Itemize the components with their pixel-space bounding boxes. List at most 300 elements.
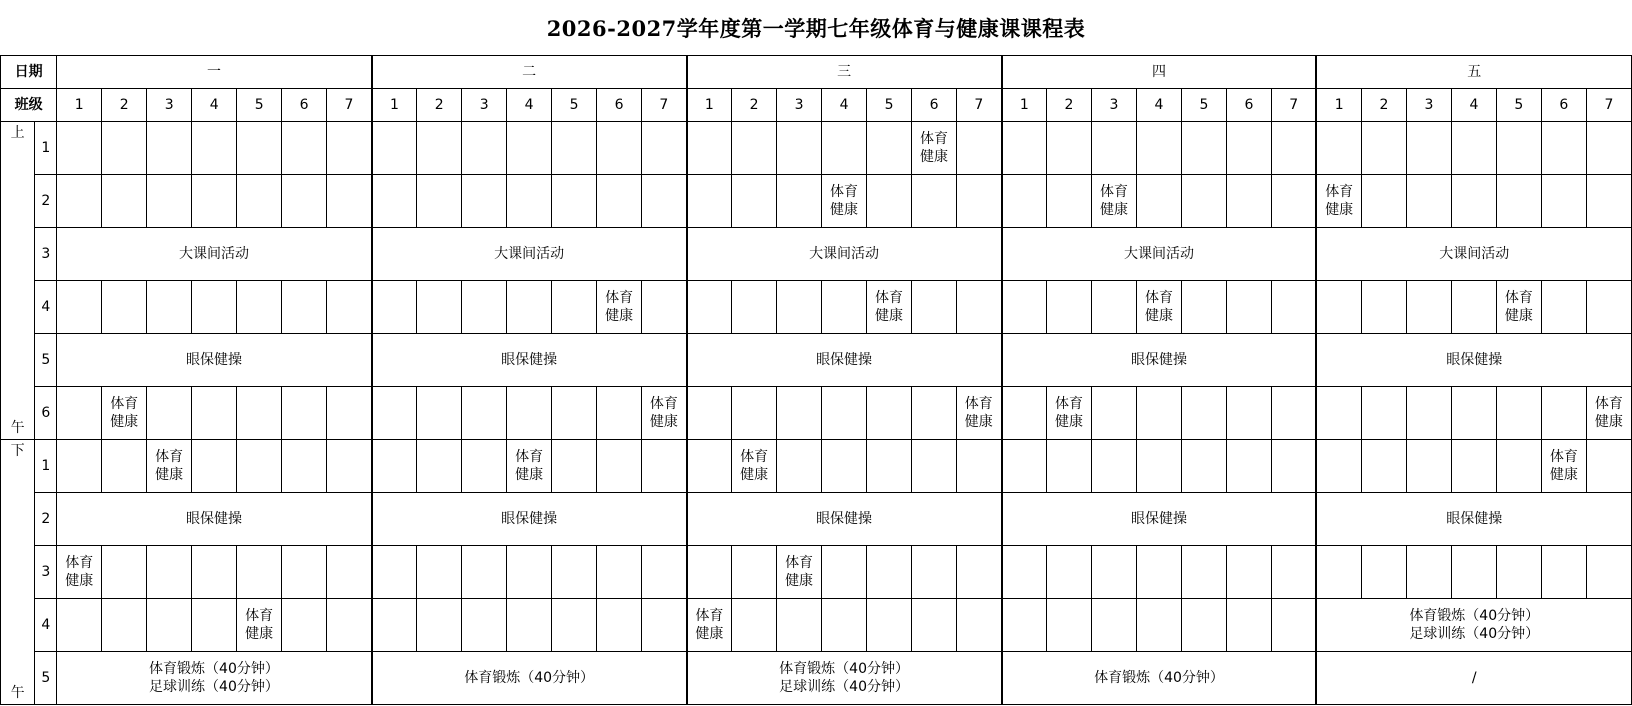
lesson-cell-empty — [507, 281, 552, 334]
lesson-cell-empty — [912, 599, 957, 652]
lesson-cell-pe — [777, 546, 822, 599]
lesson-cell-empty — [1271, 546, 1316, 599]
lesson-number: 3 — [35, 228, 57, 281]
lesson-cell-empty — [1496, 175, 1541, 228]
activity-label: 眼保健操 — [1130, 511, 1187, 527]
lesson-cell-pe — [237, 599, 282, 652]
lesson-cell-empty — [687, 546, 732, 599]
lesson-cell-empty — [1136, 387, 1181, 440]
lesson-number: 1 — [35, 440, 57, 493]
lesson-number: 3 — [35, 546, 57, 599]
lesson-cell-empty — [327, 281, 372, 334]
lesson-cell-empty — [192, 440, 237, 493]
lesson-number: 5 — [35, 652, 57, 705]
lesson-cell-empty — [1361, 546, 1406, 599]
class-number: 1 — [1316, 89, 1361, 122]
lesson-cell-empty — [417, 599, 462, 652]
activity-cell — [1316, 599, 1631, 652]
lesson-cell-empty — [1226, 281, 1271, 334]
lesson-cell-empty — [1092, 440, 1137, 493]
activity-label: 眼保健操 — [1130, 352, 1187, 368]
lesson-cell-empty — [237, 122, 282, 175]
lesson-cell-empty — [552, 387, 597, 440]
period-row — [1, 122, 1632, 175]
class-number: 3 — [1406, 89, 1451, 122]
lesson-cell-empty — [912, 387, 957, 440]
lesson-cell-empty — [597, 122, 642, 175]
lesson-cell-pe — [1496, 281, 1541, 334]
activity-label: 体育锻炼（40分钟） — [464, 670, 595, 686]
lesson-cell-empty — [957, 122, 1002, 175]
pe-lesson-label: 体育 健康 — [65, 555, 94, 589]
lesson-cell-empty — [507, 599, 552, 652]
class-number: 6 — [1226, 89, 1271, 122]
lesson-cell-empty — [597, 387, 642, 440]
lesson-cell-empty — [417, 281, 462, 334]
period-row — [1, 440, 1632, 493]
pe-lesson-label: 体育 健康 — [1504, 290, 1533, 324]
lesson-cell-empty — [507, 387, 552, 440]
lesson-cell-empty — [777, 387, 822, 440]
class-number: 7 — [642, 89, 687, 122]
activity-cell — [372, 652, 687, 705]
lesson-cell-empty — [1047, 175, 1092, 228]
lesson-cell-empty — [57, 387, 102, 440]
lesson-cell-empty — [1092, 546, 1137, 599]
lesson-cell-pe — [957, 387, 1002, 440]
page-title: 2026-2027学年度第一学期七年级体育与健康课课程表 — [546, 15, 1086, 41]
lesson-cell-empty — [237, 387, 282, 440]
activity-cell — [687, 652, 1002, 705]
lesson-number: 1 — [35, 122, 57, 175]
lesson-cell-empty — [102, 599, 147, 652]
lesson-cell-empty — [1181, 440, 1226, 493]
lesson-cell-empty — [777, 281, 822, 334]
lesson-cell-empty — [1361, 387, 1406, 440]
lesson-cell-empty — [147, 599, 192, 652]
lesson-cell-empty — [1406, 546, 1451, 599]
lesson-cell-empty — [372, 175, 417, 228]
activity-cell — [372, 493, 687, 546]
lesson-cell-empty — [1316, 281, 1361, 334]
lesson-cell-empty — [327, 440, 372, 493]
lesson-cell-empty — [282, 122, 327, 175]
lesson-cell-empty — [462, 122, 507, 175]
period-row — [1, 652, 1632, 705]
lesson-cell-empty — [1271, 122, 1316, 175]
lesson-cell-empty — [1136, 440, 1181, 493]
class-number: 1 — [57, 89, 102, 122]
activity-cell — [57, 493, 372, 546]
class-number: 5 — [237, 89, 282, 122]
lesson-cell-empty — [822, 599, 867, 652]
activity-cell — [687, 334, 1002, 387]
lesson-cell-empty — [777, 122, 822, 175]
lesson-cell-empty — [1047, 546, 1092, 599]
lesson-cell-empty — [642, 281, 687, 334]
lesson-cell-empty — [507, 175, 552, 228]
lesson-cell-pe — [147, 440, 192, 493]
pe-lesson-label: 体育 健康 — [1055, 396, 1083, 430]
pe-lesson-label: 体育 健康 — [785, 555, 814, 589]
pe-lesson-label: 体育 健康 — [110, 396, 139, 430]
lesson-cell-empty — [1181, 175, 1226, 228]
lesson-cell-pe — [1136, 281, 1181, 334]
lesson-cell-empty — [1002, 281, 1047, 334]
pe-lesson-label: 体育 健康 — [1549, 449, 1578, 483]
lesson-cell-empty — [642, 546, 687, 599]
lesson-cell-empty — [192, 546, 237, 599]
lesson-cell-empty — [507, 122, 552, 175]
day-header: 三 — [687, 56, 1002, 89]
lesson-cell-empty — [1002, 546, 1047, 599]
lesson-cell-empty — [102, 546, 147, 599]
class-number: 5 — [552, 89, 597, 122]
lesson-cell-empty — [372, 122, 417, 175]
lesson-cell-empty — [1226, 387, 1271, 440]
lesson-cell-empty — [597, 175, 642, 228]
lesson-cell-pe — [687, 599, 732, 652]
lesson-cell-pe — [642, 387, 687, 440]
activity-label: 眼保健操 — [501, 352, 558, 368]
lesson-cell-empty — [912, 440, 957, 493]
lesson-cell-empty — [327, 122, 372, 175]
activity-label: 眼保健操 — [501, 511, 558, 527]
lesson-cell-pe — [822, 175, 867, 228]
day-header: 二 — [372, 56, 687, 89]
class-number: 6 — [1541, 89, 1586, 122]
lesson-cell-empty — [732, 546, 777, 599]
pe-lesson-label: 体育 健康 — [830, 184, 859, 218]
class-number: 6 — [912, 89, 957, 122]
lesson-cell-empty — [822, 440, 867, 493]
activity-cell — [687, 493, 1002, 546]
class-number: 5 — [1181, 89, 1226, 122]
lesson-cell-empty — [282, 440, 327, 493]
lesson-number: 2 — [35, 175, 57, 228]
lesson-cell-empty — [822, 546, 867, 599]
pe-lesson-label: 体育 健康 — [740, 449, 769, 483]
lesson-cell-empty — [102, 122, 147, 175]
lesson-cell-empty — [327, 546, 372, 599]
class-number: 7 — [327, 89, 372, 122]
activity-label: 体育锻炼（40分钟） — [1094, 670, 1224, 686]
activity-label: 眼保健操 — [816, 511, 873, 527]
class-number: 4 — [1136, 89, 1181, 122]
lesson-cell-empty — [1226, 122, 1271, 175]
lesson-cell-empty — [192, 281, 237, 334]
lesson-cell-empty — [1181, 387, 1226, 440]
lesson-cell-empty — [777, 599, 822, 652]
period-row — [1, 228, 1632, 281]
lesson-cell-empty — [1586, 175, 1631, 228]
lesson-cell-empty — [1451, 122, 1496, 175]
activity-cell — [372, 334, 687, 387]
class-number: 7 — [1271, 89, 1316, 122]
lesson-cell-empty — [1406, 175, 1451, 228]
period-row — [1, 387, 1632, 440]
activity-label: 体育锻炼（40分钟） 足球训练（40分钟） — [1409, 608, 1540, 642]
pe-lesson-label: 体育 健康 — [1325, 184, 1354, 218]
lesson-cell-empty — [462, 546, 507, 599]
lesson-cell-empty — [732, 122, 777, 175]
activity-label: 眼保健操 — [185, 352, 242, 368]
pe-lesson-label: 体育 健康 — [875, 290, 904, 324]
class-number: 3 — [1092, 89, 1137, 122]
lesson-cell-empty — [552, 122, 597, 175]
period-label-top: 上 — [10, 125, 25, 141]
lesson-cell-empty — [1586, 546, 1631, 599]
day-header: 五 — [1316, 56, 1631, 89]
lesson-cell-pe — [1541, 440, 1586, 493]
lesson-cell-empty — [552, 175, 597, 228]
period-label-top: 下 — [10, 443, 25, 459]
lesson-cell-empty — [147, 175, 192, 228]
period-row — [1, 281, 1632, 334]
lesson-cell-empty — [1002, 122, 1047, 175]
pe-lesson-label: 体育 健康 — [1144, 290, 1173, 324]
lesson-cell-pe — [732, 440, 777, 493]
lesson-cell-empty — [1316, 546, 1361, 599]
activity-label: 眼保健操 — [816, 352, 873, 368]
lesson-cell-empty — [1406, 387, 1451, 440]
class-number: 4 — [1451, 89, 1496, 122]
activity-cell — [1002, 493, 1317, 546]
lesson-cell-empty — [1406, 281, 1451, 334]
lesson-cell-empty — [327, 599, 372, 652]
class-label: 班级 — [1, 89, 57, 122]
lesson-cell-empty — [1226, 440, 1271, 493]
lesson-cell-empty — [237, 175, 282, 228]
lesson-cell-empty — [462, 599, 507, 652]
class-number: 5 — [1496, 89, 1541, 122]
lesson-cell-empty — [957, 599, 1002, 652]
header-row-classes — [1, 89, 1632, 122]
lesson-cell-empty — [147, 122, 192, 175]
lesson-cell-pe — [597, 281, 642, 334]
lesson-cell-empty — [867, 546, 912, 599]
lesson-cell-empty — [687, 175, 732, 228]
lesson-cell-empty — [957, 440, 1002, 493]
lesson-cell-empty — [552, 546, 597, 599]
class-number: 2 — [102, 89, 147, 122]
lesson-cell-empty — [822, 122, 867, 175]
lesson-number: 4 — [35, 281, 57, 334]
period-row — [1, 546, 1632, 599]
activity-label: 眼保健操 — [185, 511, 242, 527]
lesson-cell-empty — [102, 281, 147, 334]
lesson-cell-empty — [1271, 599, 1316, 652]
lesson-cell-empty — [912, 281, 957, 334]
pe-lesson-label: 体育 健康 — [1099, 184, 1128, 218]
activity-cell — [372, 228, 687, 281]
class-number: 3 — [147, 89, 192, 122]
lesson-cell-empty — [687, 440, 732, 493]
lesson-cell-empty — [1361, 175, 1406, 228]
lesson-cell-empty — [642, 440, 687, 493]
lesson-cell-empty — [912, 175, 957, 228]
activity-cell — [1002, 334, 1317, 387]
lesson-cell-pe — [867, 281, 912, 334]
lesson-cell-empty — [1047, 440, 1092, 493]
lesson-cell-empty — [462, 387, 507, 440]
class-number: 7 — [1586, 89, 1631, 122]
period-label-bottom: 午 — [10, 420, 25, 436]
lesson-cell-empty — [237, 440, 282, 493]
lesson-cell-empty — [417, 175, 462, 228]
lesson-cell-empty — [1002, 387, 1047, 440]
lesson-cell-empty — [237, 281, 282, 334]
lesson-cell-pe — [57, 546, 102, 599]
lesson-cell-empty — [282, 599, 327, 652]
lesson-cell-empty — [1541, 175, 1586, 228]
activity-label: 眼保健操 — [1446, 352, 1503, 368]
activity-label: 大课间活动 — [178, 246, 249, 262]
lesson-cell-empty — [687, 122, 732, 175]
lesson-cell-empty — [192, 599, 237, 652]
lesson-cell-empty — [1002, 440, 1047, 493]
activity-cell — [1316, 493, 1631, 546]
lesson-cell-empty — [732, 281, 777, 334]
class-number: 2 — [417, 89, 462, 122]
lesson-cell-empty — [102, 175, 147, 228]
activity-label: 大课间活动 — [494, 246, 565, 262]
class-number: 3 — [777, 89, 822, 122]
lesson-cell-empty — [822, 387, 867, 440]
pe-lesson-label: 体育 健康 — [515, 449, 544, 483]
lesson-cell-empty — [732, 599, 777, 652]
activity-cell — [1316, 652, 1631, 705]
activity-label: 大课间活动 — [809, 246, 880, 262]
lesson-cell-empty — [1361, 281, 1406, 334]
lesson-cell-empty — [372, 546, 417, 599]
lesson-cell-empty — [507, 546, 552, 599]
lesson-cell-empty — [282, 546, 327, 599]
pe-lesson-label: 体育 健康 — [605, 290, 634, 324]
lesson-cell-empty — [57, 599, 102, 652]
lesson-cell-empty — [1226, 175, 1271, 228]
pe-lesson-label: 体育 健康 — [1594, 396, 1623, 430]
activity-label: 体育锻炼（40分钟） 足球训练（40分钟） — [779, 661, 909, 695]
lesson-cell-empty — [822, 281, 867, 334]
period-afternoon — [1, 440, 35, 705]
lesson-cell-pe — [1047, 387, 1092, 440]
lesson-cell-empty — [1451, 175, 1496, 228]
lesson-cell-empty — [1092, 387, 1137, 440]
activity-label: 大课间活动 — [1439, 246, 1510, 262]
class-number: 4 — [822, 89, 867, 122]
lesson-cell-empty — [1047, 122, 1092, 175]
lesson-cell-empty — [552, 599, 597, 652]
lesson-cell-empty — [1181, 281, 1226, 334]
lesson-cell-empty — [417, 546, 462, 599]
lesson-cell-empty — [687, 387, 732, 440]
lesson-cell-empty — [462, 175, 507, 228]
lesson-cell-empty — [1136, 175, 1181, 228]
lesson-cell-empty — [237, 546, 282, 599]
lesson-cell-empty — [192, 122, 237, 175]
lesson-cell-empty — [192, 387, 237, 440]
day-header: 四 — [1002, 56, 1317, 89]
activity-cell — [1316, 228, 1631, 281]
class-number: 2 — [1047, 89, 1092, 122]
lesson-cell-empty — [642, 122, 687, 175]
lesson-cell-empty — [1136, 599, 1181, 652]
lesson-cell-empty — [327, 175, 372, 228]
date-label: 日期 — [1, 56, 57, 89]
lesson-cell-empty — [867, 599, 912, 652]
activity-cell — [1002, 652, 1317, 705]
lesson-cell-empty — [327, 387, 372, 440]
lesson-cell-empty — [1181, 122, 1226, 175]
day-header: 一 — [57, 56, 372, 89]
lesson-cell-pe — [1586, 387, 1631, 440]
lesson-cell-empty — [1451, 281, 1496, 334]
lesson-cell-empty — [1092, 599, 1137, 652]
activity-cell — [1316, 334, 1631, 387]
lesson-cell-empty — [1496, 387, 1541, 440]
pe-lesson-label: 体育 健康 — [695, 608, 724, 642]
lesson-cell-empty — [282, 175, 327, 228]
activity-cell — [57, 334, 372, 387]
lesson-cell-empty — [867, 175, 912, 228]
class-number: 1 — [687, 89, 732, 122]
lesson-cell-empty — [687, 281, 732, 334]
pe-lesson-label: 体育 健康 — [964, 396, 993, 430]
lesson-cell-empty — [1541, 281, 1586, 334]
lesson-cell-empty — [1316, 122, 1361, 175]
lesson-cell-empty — [1181, 599, 1226, 652]
lesson-cell-empty — [57, 440, 102, 493]
lesson-cell-empty — [912, 546, 957, 599]
lesson-cell-pe — [1316, 175, 1361, 228]
activity-label: / — [1471, 670, 1477, 686]
activity-label: 体育锻炼（40分钟） 足球训练（40分钟） — [149, 661, 279, 695]
lesson-cell-empty — [1002, 175, 1047, 228]
lesson-cell-empty — [1316, 440, 1361, 493]
class-number: 2 — [1361, 89, 1406, 122]
lesson-cell-pe — [912, 122, 957, 175]
activity-label: 大课间活动 — [1123, 246, 1194, 262]
lesson-cell-pe — [507, 440, 552, 493]
class-number: 1 — [1002, 89, 1047, 122]
class-number: 7 — [957, 89, 1002, 122]
lesson-cell-empty — [777, 440, 822, 493]
lesson-cell-empty — [1541, 387, 1586, 440]
lesson-cell-empty — [1361, 122, 1406, 175]
lesson-cell-empty — [417, 387, 462, 440]
header-row-days — [1, 56, 1632, 89]
lesson-number: 6 — [35, 387, 57, 440]
lesson-cell-empty — [732, 387, 777, 440]
lesson-cell-empty — [597, 546, 642, 599]
lesson-cell-empty — [957, 546, 1002, 599]
lesson-cell-empty — [1271, 281, 1316, 334]
period-morning — [1, 122, 35, 440]
lesson-cell-empty — [1136, 546, 1181, 599]
class-number: 1 — [372, 89, 417, 122]
lesson-cell-empty — [147, 387, 192, 440]
lesson-cell-pe — [1092, 175, 1137, 228]
pe-lesson-label: 体育 健康 — [155, 449, 184, 483]
lesson-cell-empty — [867, 440, 912, 493]
lesson-cell-empty — [1361, 440, 1406, 493]
period-row — [1, 493, 1632, 546]
lesson-cell-empty — [372, 440, 417, 493]
lesson-cell-empty — [417, 440, 462, 493]
activity-cell — [687, 228, 1002, 281]
lesson-cell-empty — [1586, 122, 1631, 175]
